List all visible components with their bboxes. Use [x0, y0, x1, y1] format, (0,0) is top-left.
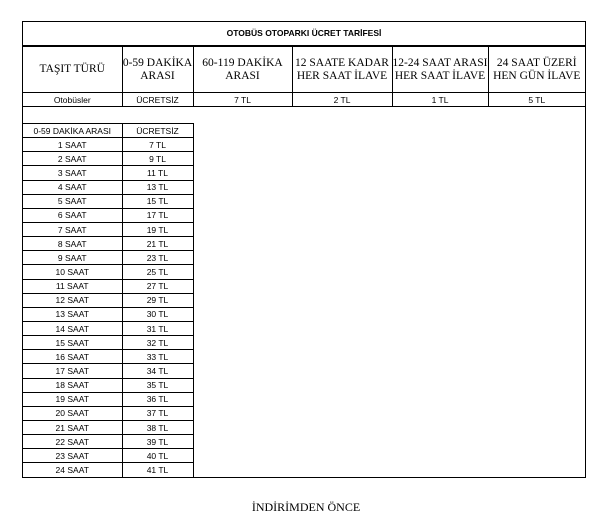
value-12-24h: 1 TL — [392, 93, 488, 107]
hourly-fee-cell: 25 TL — [122, 265, 193, 279]
hourly-row — [23, 166, 193, 180]
sheet-title: OTOBÜS OTOPARKI ÜCRET TARİFESİ — [23, 22, 585, 46]
hourly-fee-cell: 30 TL — [122, 307, 193, 321]
hourly-fee-cell: 9 TL — [122, 152, 193, 166]
hourly-row — [23, 208, 193, 222]
hourly-row — [23, 449, 193, 463]
header-60-119-min: 60-119 DAKİKA ARASI — [193, 47, 292, 93]
hourly-row — [23, 336, 193, 350]
hourly-row — [23, 307, 193, 321]
hourly-row — [23, 222, 193, 236]
tariff-sheet — [22, 21, 586, 478]
hourly-duration-cell: 5 SAAT — [23, 194, 122, 208]
tariff-header-row — [23, 47, 585, 93]
hourly-fee-cell: 34 TL — [122, 364, 193, 378]
hourly-fee-cell: 7 TL — [122, 138, 193, 152]
hourly-duration-cell: 14 SAAT — [23, 321, 122, 335]
hourly-row — [23, 293, 193, 307]
hourly-fee-cell: 41 TL — [122, 463, 193, 477]
hourly-row — [23, 406, 193, 420]
hourly-fee-cell: 36 TL — [122, 392, 193, 406]
hourly-row — [23, 463, 193, 477]
hourly-row — [23, 152, 193, 166]
value-0-59-min: ÜCRETSİZ — [122, 93, 193, 107]
hourly-duration-cell: 12 SAAT — [23, 293, 122, 307]
hourly-fee-cell: 35 TL — [122, 378, 193, 392]
hourly-row — [23, 265, 193, 279]
hourly-duration-cell: 17 SAAT — [23, 364, 122, 378]
hourly-header-fee: ÜCRETSİZ — [122, 124, 193, 138]
caption: İNDİRİMDEN ÖNCE — [251, 500, 361, 514]
hourly-row — [23, 237, 193, 251]
hourly-fee-cell: 32 TL — [122, 336, 193, 350]
hourly-duration-cell: 24 SAAT — [23, 463, 122, 477]
hourly-duration-cell: 9 SAAT — [23, 251, 122, 265]
hourly-row — [23, 350, 193, 364]
hourly-fee-cell: 19 TL — [122, 222, 193, 236]
hourly-fee-cell: 29 TL — [122, 293, 193, 307]
hourly-duration-cell: 4 SAAT — [23, 180, 122, 194]
hourly-duration-cell: 2 SAAT — [23, 152, 122, 166]
hourly-duration-cell: 1 SAAT — [23, 138, 122, 152]
value-up-to-12h: 2 TL — [292, 93, 392, 107]
hourly-duration-cell: 19 SAAT — [23, 392, 122, 406]
hourly-fee-cell: 17 TL — [122, 208, 193, 222]
hourly-duration-cell: 3 SAAT — [23, 166, 122, 180]
hourly-row — [23, 378, 193, 392]
hourly-duration-cell: 21 SAAT — [23, 420, 122, 434]
hourly-fee-cell: 31 TL — [122, 321, 193, 335]
hourly-row — [23, 435, 193, 449]
header-up-to-12h: 12 SAATE KADAR HER SAAT İLAVE — [292, 47, 392, 93]
hourly-duration-cell: 11 SAAT — [23, 279, 122, 293]
hourly-row — [23, 420, 193, 434]
value-vehicle-type: Otobüsler — [23, 93, 122, 107]
hourly-row — [23, 392, 193, 406]
hourly-row — [23, 194, 193, 208]
hourly-row — [23, 279, 193, 293]
hourly-duration-cell: 7 SAAT — [23, 222, 122, 236]
hourly-duration-cell: 20 SAAT — [23, 406, 122, 420]
hourly-row — [23, 138, 193, 152]
hourly-fee-cell: 15 TL — [122, 194, 193, 208]
hourly-fee-cell: 37 TL — [122, 406, 193, 420]
hourly-row — [23, 180, 193, 194]
hourly-header-row — [23, 124, 193, 138]
tariff-value-row — [23, 93, 585, 107]
hourly-fee-cell: 21 TL — [122, 237, 193, 251]
hourly-duration-cell: 16 SAAT — [23, 350, 122, 364]
hourly-duration-cell: 18 SAAT — [23, 378, 122, 392]
tariff-table — [23, 46, 585, 107]
hourly-fee-cell: 38 TL — [122, 420, 193, 434]
hourly-row — [23, 251, 193, 265]
hourly-fee-cell: 33 TL — [122, 350, 193, 364]
hourly-fee-cell: 11 TL — [122, 166, 193, 180]
hourly-duration-cell: 8 SAAT — [23, 237, 122, 251]
hourly-duration-cell: 6 SAAT — [23, 208, 122, 222]
hourly-row — [23, 364, 193, 378]
value-over-24h: 5 TL — [488, 93, 585, 107]
hourly-duration-cell: 22 SAAT — [23, 435, 122, 449]
hourly-fee-cell: 39 TL — [122, 435, 193, 449]
hourly-duration-cell: 13 SAAT — [23, 307, 122, 321]
hourly-fee-cell: 13 TL — [122, 180, 193, 194]
hourly-fee-table — [23, 123, 194, 477]
hourly-fee-cell: 27 TL — [122, 279, 193, 293]
header-12-24h: 12-24 SAAT ARASI HER SAAT İLAVE — [392, 47, 488, 93]
header-over-24h: 24 SAAT ÜZERİ HEN GÜN İLAVE — [488, 47, 585, 93]
header-vehicle-type: TAŞIT TÜRÜ — [23, 47, 122, 93]
header-0-59-min: 0-59 DAKİKA ARASI — [122, 47, 193, 93]
hourly-header-duration: 0-59 DAKİKA ARASI — [23, 124, 122, 138]
hourly-duration-cell: 15 SAAT — [23, 336, 122, 350]
hourly-duration-cell: 23 SAAT — [23, 449, 122, 463]
hourly-fee-cell: 23 TL — [122, 251, 193, 265]
value-60-119-min: 7 TL — [193, 93, 292, 107]
hourly-duration-cell: 10 SAAT — [23, 265, 122, 279]
hourly-fee-cell: 40 TL — [122, 449, 193, 463]
hourly-row — [23, 321, 193, 335]
